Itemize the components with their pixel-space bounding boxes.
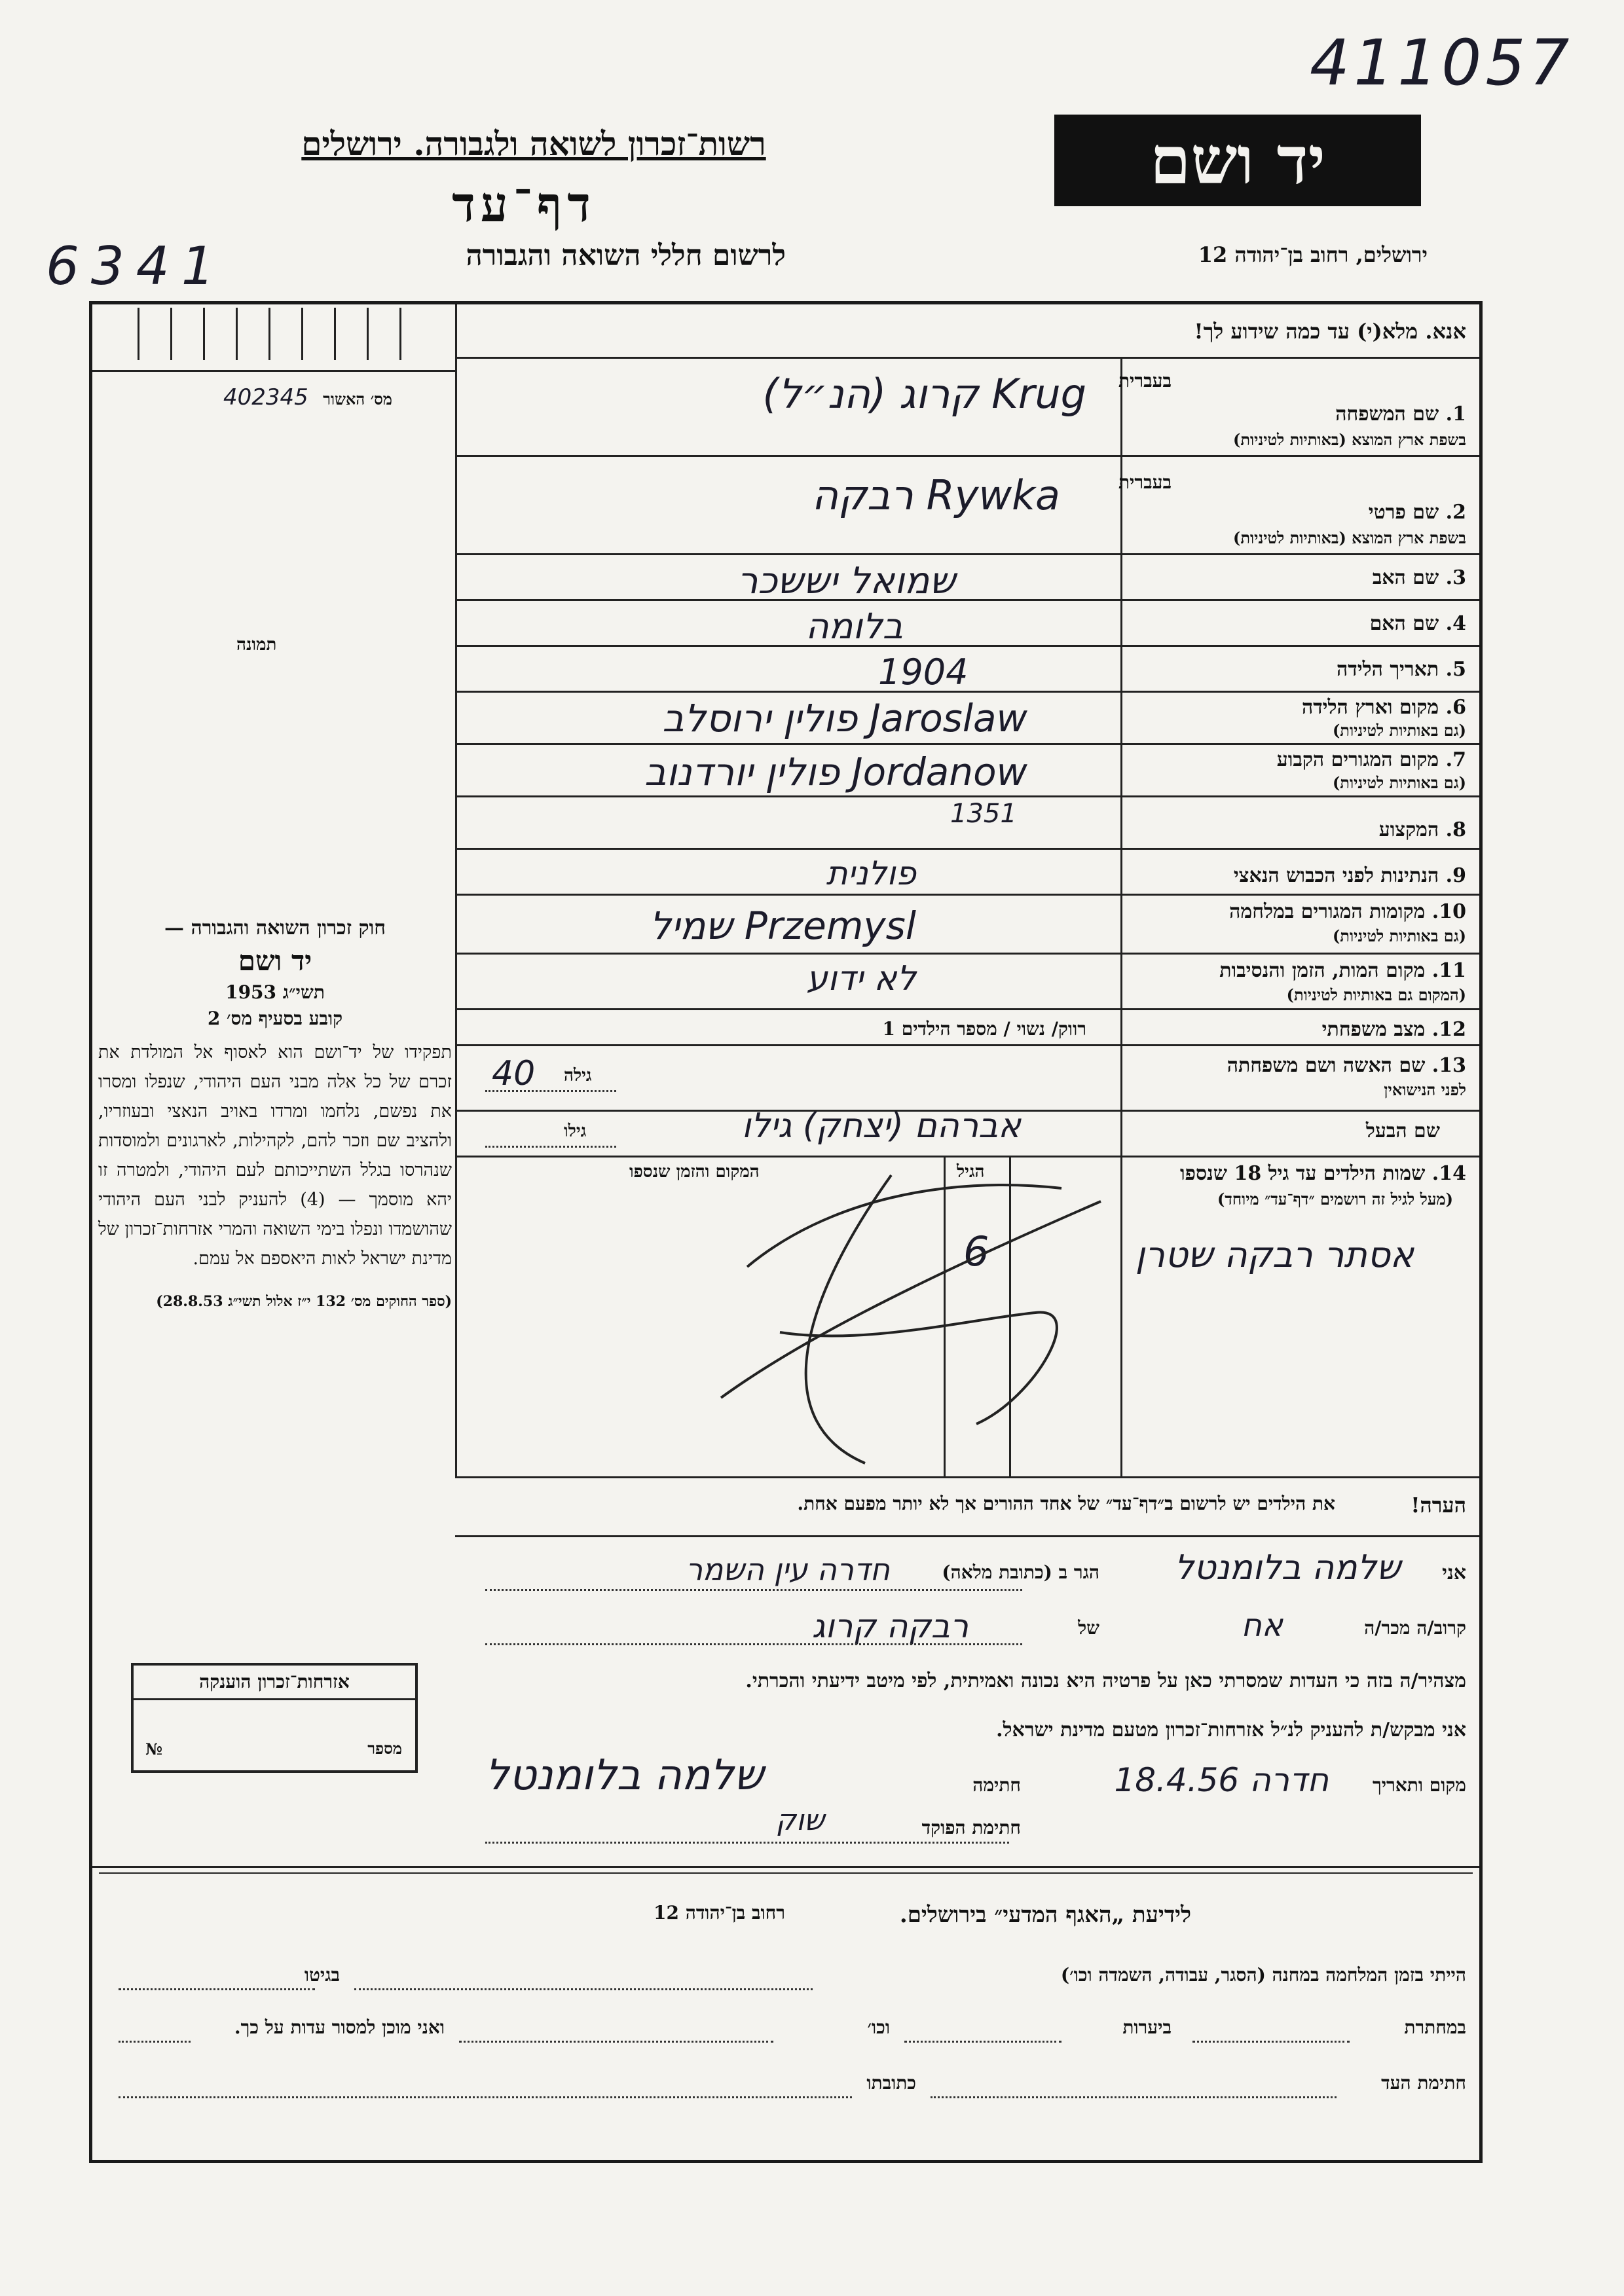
footer-line2-a: במחתרת	[1404, 2016, 1466, 2038]
value-birthplace: Jaroslaw פולין ירוסלב	[662, 696, 1027, 740]
children-place-header: המקום והזמן שנספו	[629, 1162, 760, 1182]
field-label-surname: 1. שם המשפחה	[1335, 403, 1466, 426]
photo-label: תמונה	[236, 635, 277, 655]
footer-line3-b: כתובתו	[866, 2072, 916, 2094]
request-text: אני מבקש/ת להעניק לנ״ל אזרחות־זכרון מטעם מדינת ישראל.	[996, 1719, 1466, 1741]
law-source: (ספר החוקים מס׳ 132 י״ז אלול תשי״ג 28.8.53)	[156, 1293, 452, 1310]
field-lang-2: בעברית	[1118, 471, 1172, 493]
approval-number: 402345	[223, 384, 308, 410]
husband-value: אברהם (יצחק) גילו	[741, 1106, 1021, 1146]
field-sub-firstname: בשפת ארץ המוצא (באותיות לטיניות)	[1233, 528, 1466, 547]
law-year: תשי״ג 1953	[225, 981, 325, 1003]
form-subtitle: לרשום חללי השואה והגבורה	[466, 239, 786, 272]
relative-label: קרוב/ה מכר/ה	[1364, 1617, 1466, 1639]
field-sub-wife: לפני הנישואין	[1384, 1080, 1466, 1099]
official-label: חתימת הפוקד	[921, 1817, 1021, 1838]
law-text: תפקידו של יד־ושם הוא לאסוף אל המולדת את זכרם של כל אלה מבני העם היהודי, שנפלו ומסרו את נפשם, נלחמו ומרדו באויב הנאצי ובעוזריו, ולהציב שם וזכר להם, לקהילות, לארגונים ולמוסדות שנהרסו בגלל השתייכותם לעם היהודי, ולמטרה זו יהא מוסמך — (4) להעניק לבני העם היהודי שהושמדו ונפלו בימי השואה והמרי אזרחות־זכרון של מדינת ישראל לאות היאספם אל עמם.	[98, 1042, 452, 1269]
value-marital: רווק/ נשוי / מספר הילדים 1	[882, 1018, 1086, 1040]
signature: שלמה בלומנטל	[485, 1751, 764, 1800]
declarant-prefix: אני	[1442, 1561, 1466, 1584]
resident-label: הגר ב (כתובת מלאה)	[942, 1561, 1099, 1583]
header-ticks	[111, 308, 439, 367]
field-label-marital: 12. מצב משפחתי	[1321, 1018, 1466, 1041]
value-profession: 1351	[950, 799, 1017, 829]
value-death: לא ידוע	[806, 959, 916, 998]
official-value: שוק	[775, 1804, 824, 1837]
value-residence: Jordanow פולין יורדנוב	[644, 750, 1027, 794]
field-label-mother: 4. שם האם	[1369, 612, 1466, 635]
footer-line1-b: בגיטו	[304, 1964, 340, 1986]
footer-line2-b: ביערות	[1122, 2016, 1172, 2038]
field-sub-birthplace: (גם באותיות לטיניות)	[1332, 721, 1466, 740]
value-firstname: Rywka רבקה	[811, 471, 1060, 519]
signature-label: חתימה	[972, 1774, 1021, 1796]
footer-line1-a: הייתי בזמן המלחמה במחנה (הסגר, עבודה, השמדה וכו׳)	[1060, 1964, 1466, 1986]
husband-age-label: גילו	[564, 1121, 587, 1141]
note-label: הערה!	[1411, 1493, 1466, 1518]
citizenship-number-label: מספר	[367, 1739, 402, 1758]
field-label-firstname: 2. שם פרטי	[1368, 501, 1466, 524]
footer-line3-a: חתימת העד	[1381, 2072, 1466, 2094]
field-lang-1: בעברית	[1118, 370, 1172, 392]
note-text: את הילדים יש לרשום ב״דף־עד״ של אחד ההורים אך לא יותר מפעם אחת.	[797, 1493, 1335, 1514]
footer-title: לידיעת „האגף המדעי״ בירושלים.	[899, 1902, 1191, 1928]
of-label: של	[1078, 1617, 1099, 1639]
form-title: דף־עד	[452, 177, 596, 233]
approval-label: מס׳ האשור	[323, 390, 392, 409]
child-name: אסתר רבקה שטרן	[1135, 1234, 1414, 1275]
field-sub-wartime-residence: (גם באותיות לטיניות)	[1332, 926, 1466, 945]
value-mother: בלומה	[805, 606, 903, 647]
place-date-value: חדרה 18.4.56	[1114, 1761, 1329, 1799]
field-label-profession: 8. המקצוע	[1378, 818, 1466, 841]
citizenship-no-symbol: №	[145, 1740, 163, 1758]
declarant-name: שלמה בלומנטל	[1174, 1548, 1401, 1588]
citizenship-box	[131, 1663, 418, 1773]
archive-number: 411057	[1310, 26, 1574, 100]
field-sub-residence: (גם באותיות לטיניות)	[1332, 773, 1466, 792]
of-value: רבקה קרוג	[811, 1607, 969, 1645]
children-title: 14. שמות הילדים עד גיל 18 שנספו	[1179, 1162, 1466, 1185]
field-sub-surname: בשפת ארץ המוצא (באותיות לטיניות)	[1233, 430, 1466, 449]
footer-address: רחוב בן־יהודה 12	[654, 1902, 785, 1923]
children-age-header: הגיל	[957, 1162, 985, 1182]
field-label-birthdate: 5. תאריך הלידה	[1337, 658, 1466, 681]
age-label: גילה	[564, 1066, 592, 1085]
resident-value: חדרה עין השמר	[686, 1552, 890, 1587]
field-label-death: 11. מקום המות, הזמן והנסיבות	[1219, 959, 1466, 982]
instruction: אנא. מלא(י) עד כמה שידוע לך!	[1194, 319, 1466, 344]
footer-line2-c: וכו׳	[867, 2016, 890, 2038]
value-father: שמואל יששכר	[737, 560, 955, 602]
field-label-wife: 13. שם האשה ושם משפחתה	[1227, 1054, 1466, 1077]
field-label-father: 3. שם האב	[1372, 566, 1466, 589]
law-logo: יד ושם	[238, 945, 312, 977]
authority-name: רשות־זכרון לשואה ולגבורה. ירושלים	[301, 124, 766, 163]
field-label-nationality: 9. הנתינות לפני הכבוש הנאצי	[1233, 864, 1466, 887]
left-number: 6341	[46, 236, 227, 297]
law-clause: קובע בסעיף מס׳ 2	[207, 1008, 343, 1029]
value-birthdate: 1904	[878, 651, 969, 693]
value-surname: Krug קרוג (הנ״ל)	[762, 370, 1086, 418]
address: ירושלים, רחוב בן־יהודה 12	[1198, 242, 1428, 267]
children-sub: (מעל לגיל זה רושמים ״דף־עד״ מיוחד)	[1217, 1190, 1453, 1209]
field-label-residence: 7. מקום המגורים הקבוע	[1276, 748, 1466, 771]
place-date-label: מקום ותאריך	[1372, 1774, 1466, 1796]
law-title: חוק זכרון השואה והגבורה —	[164, 917, 386, 939]
field-label-wartime-residence: 10. מקומות המגורים במלחמה	[1229, 900, 1466, 923]
law-box	[98, 917, 452, 1310]
cross-out-scribble	[695, 1149, 1153, 1476]
field-sub-death: (המקום גם באותיות לטיניות)	[1286, 985, 1466, 1004]
footer-line2-d: ואני מוכן למסור עדות על כך.	[234, 2016, 445, 2038]
value-nationality: פולנית	[826, 854, 916, 892]
field-label-birthplace: 6. מקום וארץ הלידה	[1301, 696, 1466, 719]
age-value: 40	[492, 1054, 536, 1093]
relative-value: אח	[1241, 1607, 1283, 1644]
child-age: 6	[963, 1228, 989, 1275]
citizenship-title: אזרחות־זכרון הוענקה	[134, 1666, 415, 1700]
yad-vashem-logo	[1054, 115, 1421, 206]
value-wartime-residence: Przemysl שמיל	[650, 903, 916, 948]
logo-text: יד ושם	[1150, 122, 1325, 199]
declaration-text: מצהיר/ה בזה כי העדות שמסרתי כאן על פרטיה היא נכונה ואמיתית, לפי מיטב ידיעתי והכרתי.	[745, 1669, 1466, 1692]
field-label-husband: שם הבעל	[1365, 1120, 1440, 1142]
